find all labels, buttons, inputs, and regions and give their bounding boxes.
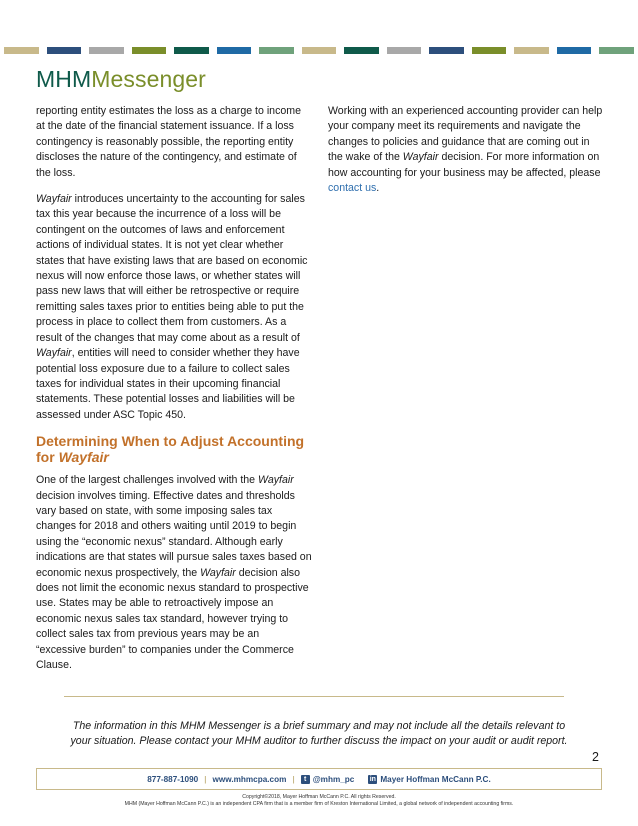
stripe-segment	[599, 47, 634, 54]
linkedin-icon: in	[369, 775, 376, 783]
stripe-segment	[89, 47, 124, 54]
brand-title: MHMMessenger	[36, 66, 206, 92]
paragraph: Wayfair introduces uncertainty to the accounting for sales tax this year because the incurrence of a loss will be contingent on the outcomes of laws and enforcement actions of individual states. It is not yet clear whether states that have existing laws that are based on economic nexus will now enforce those laws, or whether states will pass new laws that will either be retrospective or require remitting sales taxes prior to entities being able to put the process in place to collect them from customers. As a result of the changes that may come about as a result of Wayfair, entities will need to consider whether they have potential loss exposure due to a failure to collect sales taxes for individual states in their upcoming financial statements. These potential losses and liabilities will be assessed under ASC Topic 450.	[36, 193, 308, 421]
website-link[interactable]: www.mhmcpa.com	[212, 774, 287, 784]
stripe-segment	[302, 47, 337, 54]
left-column	[36, 104, 312, 684]
linkedin-link[interactable]: Mayer Hoffman McCann P.C.	[380, 774, 491, 784]
stripe-segment	[174, 47, 209, 54]
twitter-link[interactable]: @mhm_pc	[312, 774, 355, 784]
paragraph: One of the largest challenges involved with the Wayfair decision involves timing. Effective dates and thresholds vary based on state, with some imposing sales tax changes for 2018 and others waiting until 2019 to begin using the “economic nexus” standard. Although early indications are that states will pursue sales taxes based on economic nexus prospectively, the Wayfair decision also does not limit the economic nexus standard to prospective use. States may be able to retroactively impose an economic nexus sales tax standard, however trying to collect sales tax from previous years may be an “excessive burden” to companies under the Commerce Clause.	[36, 474, 312, 671]
legal-notice: MHM (Mayer Hoffman McCann P.C.) is an independent CPA firm that is a member firm of Kreston International Limited, a global network of independent accounting firms.	[124, 801, 514, 807]
section-heading: Determining When to Adjust Accounting for Wayfair	[36, 433, 305, 465]
stripe-segment	[429, 47, 464, 54]
header-stripe	[0, 47, 638, 54]
separator: |	[292, 774, 295, 784]
disclaimer: The information in this MHM Messenger is a brief summary and may not include all the details relevant to your situation. Please contact your MHM auditor to further discuss the impact on your audit or audit report.	[70, 720, 568, 747]
phone-link[interactable]: 877-887-1090	[147, 774, 199, 784]
stripe-segment	[47, 47, 82, 54]
stripe-segment	[4, 47, 39, 54]
right-column	[328, 104, 604, 207]
page-number: 2	[592, 750, 599, 764]
paragraph: reporting entity estimates the loss as a charge to income at the date of the financial statement issuance. If a loss contingency is reasonably possible, the reporting entity discloses the nature of the contingency, and estimate of the loss.	[36, 105, 301, 179]
stripe-segment	[387, 47, 422, 54]
stripe-segment	[344, 47, 379, 54]
stripe-segment	[132, 47, 167, 54]
twitter-icon: t	[301, 775, 310, 784]
stripe-segment	[557, 47, 592, 54]
copyright: Copyright©2018, Mayer Hoffman McCann P.C. All rights Reserved.	[242, 794, 396, 800]
stripe-segment	[259, 47, 294, 54]
paragraph: Working with an experienced accounting provider can help your company meet its requirements and navigate the changes to policies and guidance that are coming out in the wake of the Wayfair decision. For more information on how accounting for your business may be affected, please contact us.	[328, 105, 603, 195]
contact-us-link[interactable]: contact us	[328, 182, 377, 195]
stripe-segment	[217, 47, 252, 54]
stripe-segment	[472, 47, 507, 54]
stripe-segment	[514, 47, 549, 54]
divider	[64, 696, 564, 697]
separator: |	[204, 774, 207, 784]
footer-bar	[36, 768, 602, 790]
